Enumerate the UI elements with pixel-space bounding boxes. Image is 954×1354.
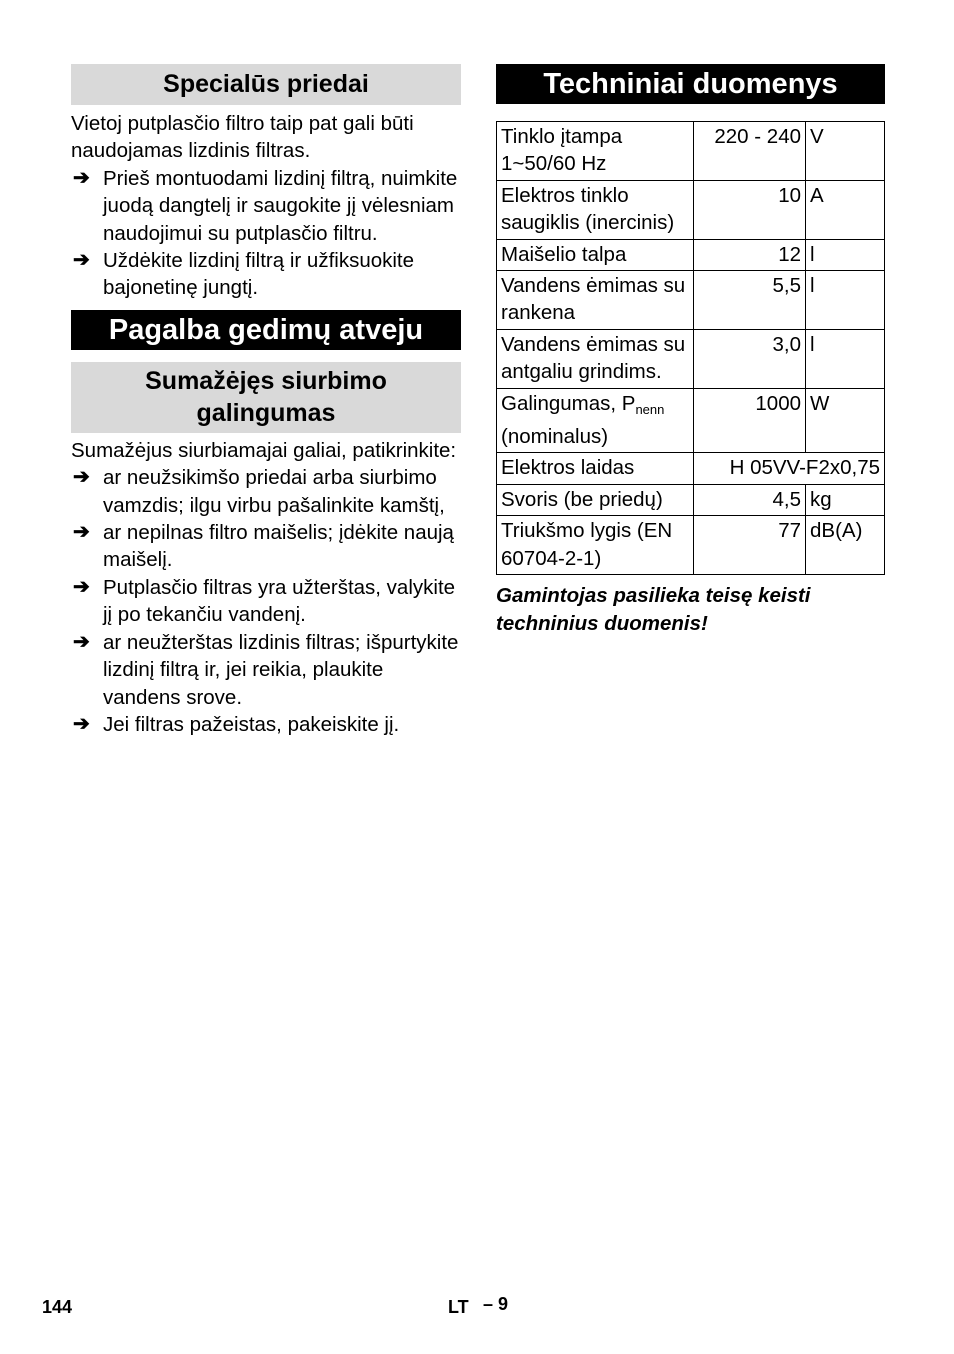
- list-item-text: Uždėkite lizdinį filtrą ir užfiksuokite bajonetinę jungtį.: [103, 249, 415, 300]
- list-item-text: Putplasčio filtras yra užterštas, valykite jį po tekančiu vandenį.: [103, 575, 456, 627]
- arrow-right-icon: ➔: [73, 575, 90, 598]
- spec-value: 220 - 240: [694, 122, 806, 181]
- spec-unit: dB(A): [806, 516, 885, 575]
- table-row: [497, 516, 885, 575]
- left-column: [71, 64, 461, 738]
- list-item: [71, 464, 461, 519]
- spec-label: Vandens ėmimas su antgaliu grindims.: [497, 329, 694, 388]
- spec-value: 1000: [694, 388, 806, 453]
- list-item: [71, 247, 461, 302]
- table-row: [497, 388, 885, 453]
- arrow-right-icon: ➔: [73, 630, 90, 653]
- spec-label-line2: (nominalus): [501, 425, 609, 449]
- spec-label-main: Galingumas, P: [501, 391, 636, 415]
- list-item: [71, 165, 461, 247]
- spec-label: Vandens ėmimas su rankena: [497, 271, 694, 330]
- page-number: 144: [42, 1297, 73, 1317]
- technical-data-table: [496, 121, 885, 575]
- arrow-right-icon: ➔: [73, 249, 90, 272]
- paragraph-intro-suction: Sumažėjus siurbiamajai galiai, patikrinkite:: [71, 438, 457, 462]
- list-item: [71, 629, 461, 711]
- spec-unit: l: [806, 239, 885, 270]
- spec-unit: A: [806, 180, 885, 239]
- list-item-text: ar nepilnas filtro maišelis; įdėkite naują maišelį.: [103, 521, 454, 572]
- spec-unit: l: [806, 271, 885, 330]
- spec-value: 10: [694, 180, 806, 239]
- spec-label-subscript: nenn: [635, 401, 665, 417]
- spec-label: [497, 388, 694, 453]
- spec-unit: V: [806, 122, 885, 181]
- list-item: [71, 711, 461, 738]
- footer-sub-page: – 9: [483, 1294, 509, 1314]
- footer-language: LT: [448, 1297, 469, 1317]
- section-heading-special-accessories: Specialūs priedai: [71, 64, 461, 105]
- list-item-text: Prieš montuodami lizdinį filtrą, nuimkite juodą dangtelį ir saugokite jį vėlesniam naudojimui su putplasčio filtru.: [103, 166, 458, 245]
- paragraph-intro-accessories: Vietoj putplasčio filtro taip pat gali būti naudojamas lizdinis filtras.: [71, 112, 414, 163]
- right-column: [496, 64, 885, 637]
- spec-unit: kg: [806, 484, 885, 515]
- section-heading-technical-data: Techniniai duomenys: [496, 64, 885, 104]
- spec-value: H 05VV-F2x0,75: [694, 453, 885, 484]
- list-item-text: ar neužsikimšo priedai arba siurbimo vamzdis; ilgu virbu pašalinkite kamštį,: [103, 466, 445, 517]
- arrow-right-icon: ➔: [73, 521, 90, 544]
- list-item: [71, 519, 461, 574]
- table-row: [497, 122, 885, 181]
- spec-unit: l: [806, 329, 885, 388]
- section-heading-troubleshooting: Pagalba gedimų atveju: [71, 310, 461, 350]
- table-row: [497, 484, 885, 515]
- table-row: [497, 329, 885, 388]
- table-row: [497, 271, 885, 330]
- table-row: [497, 453, 885, 484]
- arrow-right-icon: ➔: [73, 712, 90, 735]
- arrow-right-icon: ➔: [73, 466, 90, 489]
- spec-unit: W: [806, 388, 885, 453]
- table-row: [497, 239, 885, 270]
- spec-label: Triukšmo lygis (EN 60704-2-1): [497, 516, 694, 575]
- spec-value: 5,5: [694, 271, 806, 330]
- section-heading-reduced-suction: Sumažėjęs siurbimo galingumas: [71, 362, 461, 433]
- spec-label: Elektros tinklo saugiklis (inercinis): [497, 180, 694, 239]
- spec-value: 4,5: [694, 484, 806, 515]
- spec-label: Maišelio talpa: [497, 239, 694, 270]
- list-item-text: ar neužterštas lizdinis filtras; išpurtykite lizdinį filtrą ir, jei reikia, plaukite vandens srove.: [103, 630, 459, 709]
- spec-label: Tinklo įtampa 1~50/60 Hz: [497, 122, 694, 181]
- spec-value: 12: [694, 239, 806, 270]
- spec-value: 3,0: [694, 329, 806, 388]
- technical-data-note: Gamintojas pasilieka teisę keisti techninius duomenis!: [496, 584, 811, 635]
- table-row: [497, 180, 885, 239]
- spec-label: Svoris (be priedų): [497, 484, 694, 515]
- list-item-text: Jei filtras pažeistas, pakeiskite jį.: [103, 712, 400, 736]
- list-item: [71, 574, 461, 629]
- spec-label: Elektros laidas: [497, 453, 694, 484]
- arrow-right-icon: ➔: [73, 166, 90, 189]
- spec-value: 77: [694, 516, 806, 575]
